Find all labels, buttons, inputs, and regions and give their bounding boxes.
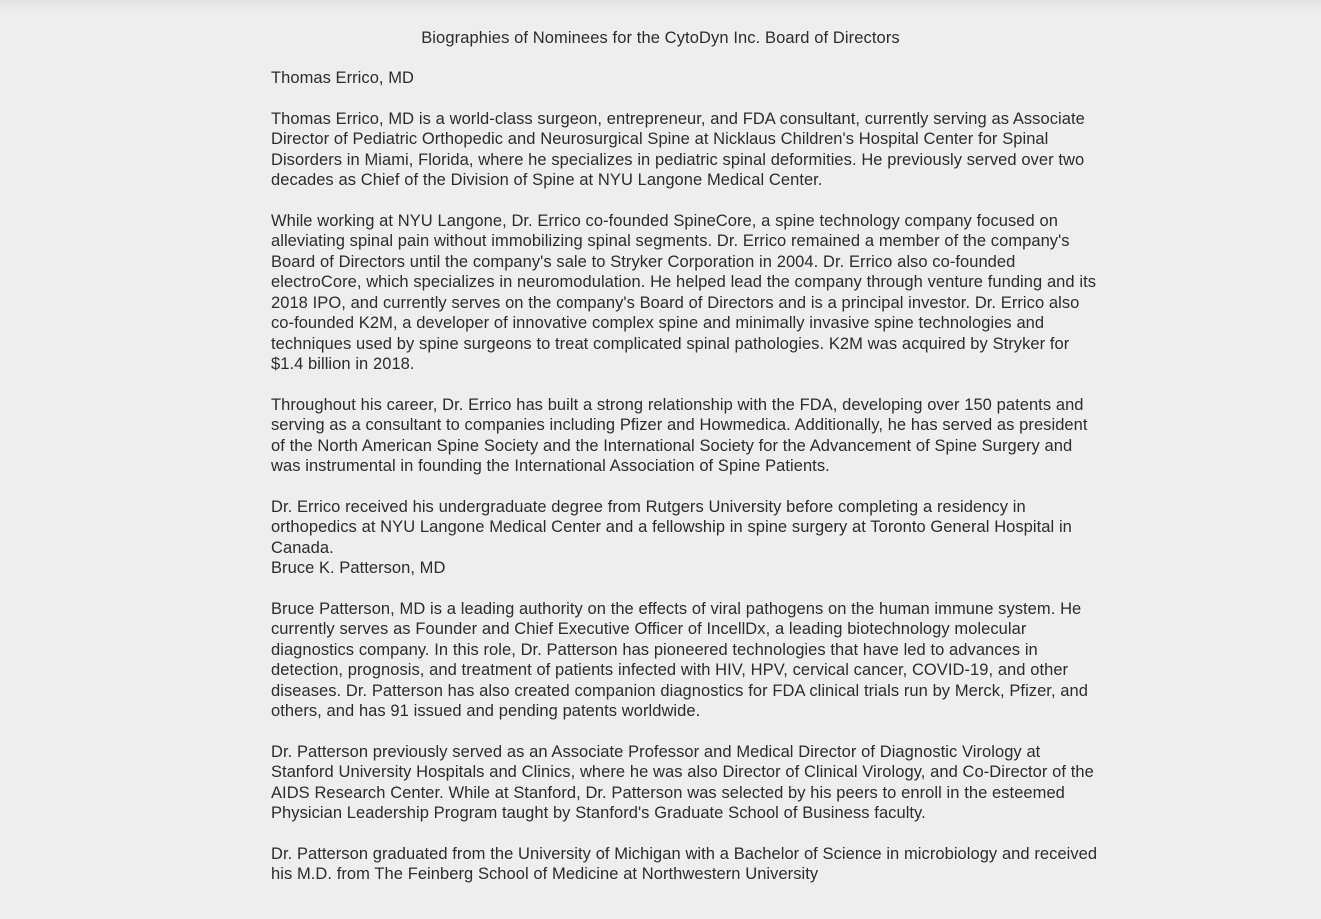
bio-heading-bruce-patterson: Bruce K. Patterson, MD <box>271 559 446 577</box>
bio-paragraph: Bruce Patterson, MD is a leading authority on the effects of viral pathogens on the human immune system. He currently serves as Founder and Chief Executive Officer of IncellDx, a leading biotechnology molecular diagnostics company. In this role, Dr. Patterson has pioneered technologies that have led to advances in detection, prognosis, and treatment of patients infected with HIV, HPV, cervical cancer, COVID-19, and other diseases. Dr. Patterson has also created companion diagnostics for FDA clinical trials run by Merck, Pfizer, and others, and has 91 issued and pending patents worldwide. <box>271 599 1088 720</box>
bio-heading-thomas-errico: Thomas Errico, MD <box>271 69 414 87</box>
bio-paragraph: Dr. Patterson graduated from the University of Michigan with a Bachelor of Science in microbiology and received his M.D. from The Feinberg School of Medicine at Northwestern University <box>271 844 1098 883</box>
document-title: Biographies of Nominees for the CytoDyn Inc. Board of Directors <box>421 29 900 47</box>
bio-section-thomas-errico <box>271 68 1101 558</box>
bio-paragraph: While working at NYU Langone, Dr. Errico co-founded SpineCore, a spine technology company focused on alleviating spinal pain without immobilizing spinal segments. Dr. Errico remained a member of the company's Board of Directors until the company's sale to Stryker Corporation in 2004. Dr. Errico also co-founded electroCore, which specializes in neuromodulation. He helped lead the company through venture funding and its 2018 IPO, and currently serves on the company's Board of Directors and is a principal investor. Dr. Errico also co-founded K2M, a developer of innovative complex spine and minimally invasive spine technologies and techniques used by spine surgeons to treat complicated spinal pathologies. K2M was acquired by Stryker for $1.4 billion in 2018. <box>271 211 1097 373</box>
bio-paragraph: Throughout his career, Dr. Errico has built a strong relationship with the FDA, developing over 150 patents and serving as a consultant to companies including Pfizer and Howmedica. Additionally, he has served as president of the North American Spine Society and the International Society for the Advancement of Spine Surgery and was instrumental in founding the International Association of Spine Patients. <box>271 395 1088 475</box>
bio-paragraph: Thomas Errico, MD is a world-class surgeon, entrepreneur, and FDA consultant, currently serving as Associate Director of Pediatric Orthopedic and Neurosurgical Spine at Nicklaus Children's Hospital Center for Spinal Disorders in Miami, Florida, where he specializes in pediatric spinal deformities. He previously served over two decades as Chief of the Division of Spine at NYU Langone Medical Center. <box>271 109 1085 189</box>
bio-section-bruce-patterson <box>271 558 1101 885</box>
document-body <box>271 68 1101 885</box>
bio-paragraph: Dr. Errico received his undergraduate degree from Rutgers University before completing a residency in orthopedics at NYU Langone Medical Center and a fellowship in spine surgery at Toronto General Hospital in Canada. <box>271 497 1072 557</box>
bio-paragraph: Dr. Patterson previously served as an Associate Professor and Medical Director of Diagnostic Virology at Stanford University Hospitals and Clinics, where he was also Director of Clinical Virology, and Co-Director of the AIDS Research Center. While at Stanford, Dr. Patterson was selected by his peers to enroll in the esteemed Physician Leadership Program taught by Stanford's Graduate School of Business faculty. <box>271 742 1094 822</box>
